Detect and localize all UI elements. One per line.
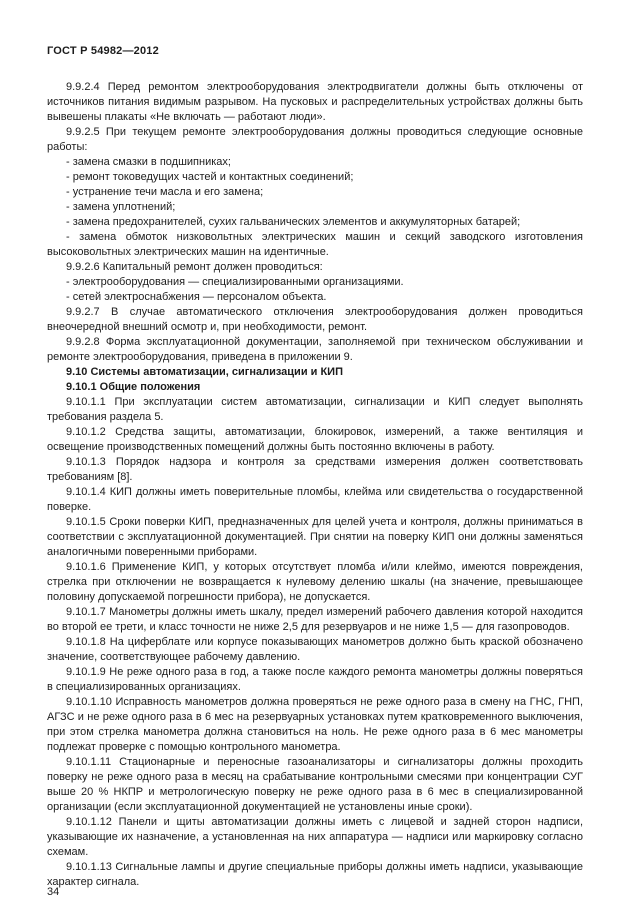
- paragraph: 9.10.1.5 Сроки поверки КИП, предназначенных для целей учета и контроля, должны приниматься в соответствии с эксплуатационной документацией. При снятии на поверку КИП они должны заменяться аналогичными поверенными приборами.: [47, 516, 583, 558]
- paragraph: 9.9.2.5 При текущем ремонте электрооборудования должны проводиться следующие основные работы:: [47, 126, 583, 153]
- section-heading: 9.10 Системы автоматизации, сигнализации и КИП: [66, 366, 343, 378]
- paragraph: 9.10.1.1 При эксплуатации систем автоматизации, сигнализации и КИП следует выполнять требования раздела 5.: [47, 396, 583, 423]
- paragraph: - электрооборудования — специализированными организациями.: [66, 276, 404, 288]
- paragraph: 9.10.1.9 Не реже одного раза в год, а также после каждого ремонта манометры должны поверяться в специализированных организациях.: [47, 666, 583, 693]
- paragraph: 9.9.2.4 Перед ремонтом электрооборудования электродвигатели должны быть отключены от источников питания видимым разрывом. На пусковых и распределительных устройствах должны быть вывешены плакаты «Не включать — работают люди».: [47, 81, 583, 123]
- paragraph: - устранение течи масла и его замена;: [66, 186, 264, 198]
- paragraph: 9.10.1.13 Сигнальные лампы и другие специальные приборы должны иметь надписи, указывающие характер сигнала.: [47, 861, 583, 888]
- paragraph: 9.10.1.11 Стационарные и переносные газоанализаторы и сигнализаторы должны проходить поверку не реже одного раза в месяц на срабатывание контрольными смесями при концентрации СУГ выше 20 % НКПР и метрологическую поверку не реже одного раза в 6 мес в специализированной организации (если эксплуатационной документацией не установлены иные сроки).: [47, 756, 583, 813]
- running-header: ГОСТ Р 54982—2012: [47, 45, 159, 57]
- paragraph: 9.10.1.2 Средства защиты, автоматизации, блокировок, измерений, а также вентиляция и освещение производственных помещений должны быть постоянно включены в работу.: [47, 426, 583, 453]
- paragraph: 9.10.1.6 Применение КИП, у которых отсутствует пломба и/или клеймо, имеются повреждения, стрелка при отключении не возвращается к нулевому делению шкалы (на значение, превышающее половину допускаемой погрешности прибора), не допускается.: [47, 561, 583, 603]
- document-body: [47, 80, 583, 890]
- paragraph: - ремонт токоведущих частей и контактных соединений;: [66, 171, 354, 183]
- paragraph: 9.9.2.8 Форма эксплуатационной документации, заполняемой при техническом обслуживании и ремонте электрооборудования, приведена в приложении 9.: [47, 336, 583, 363]
- paragraph: - сетей электроснабжения — персоналом объекта.: [66, 291, 327, 303]
- paragraph: - замена предохранителей, сухих гальванических элементов и аккумуляторных батарей;: [66, 216, 521, 228]
- paragraph: 9.10.1.3 Порядок надзора и контроля за средствами измерения должен соответствовать требованиям [8].: [47, 456, 583, 483]
- paragraph: - замена смазки в подшипниках;: [66, 156, 231, 168]
- paragraph: 9.10.1.12 Панели и щиты автоматизации должны иметь с лицевой и задней сторон надписи, указывающие их назначение, а установленная на них аппаратура — надписи или маркировку согласно схемам.: [47, 816, 583, 858]
- paragraph: 9.10.1.4 КИП должны иметь поверительные пломбы, клейма или свидетельства о государственной поверке.: [47, 486, 583, 513]
- paragraph: - замена обмоток низковольтных электрических машин и секций заводского изготовления высоковольтных электрических машин на идентичные.: [47, 231, 583, 258]
- section-heading: 9.10.1 Общие положения: [66, 381, 201, 393]
- paragraph: 9.9.2.6 Капитальный ремонт должен проводиться:: [66, 261, 323, 273]
- paragraph: - замена уплотнений;: [66, 201, 176, 213]
- page-number: 34: [47, 886, 60, 898]
- paragraph: 9.10.1.8 На циферблате или корпусе показывающих манометров должно быть краской обозначено значение, соответствующее рабочему давлению.: [47, 636, 583, 663]
- paragraph: 9.10.1.7 Манометры должны иметь шкалу, предел измерений рабочего давления которой находится во второй ее трети, и класс точности не ниже 2,5 для резервуаров и не ниже 1,5 — для газопроводов.: [47, 606, 583, 633]
- paragraph: 9.10.1.10 Исправность манометров должна проверяться не реже одного раза в смену на ГНС, ГНП, АГЗС и не реже одного раза в 6 мес на резервуарных установках путем кратковременного выключения, при этом стрелка манометра должна становиться на ноль. Не реже одного раза в 6 мес манометры подлежат проверке с помощью контрольного манометра.: [47, 696, 583, 753]
- paragraph: 9.9.2.7 В случае автоматического отключения электрооборудования должен проводиться внеочередной внешний осмотр и, при необходимости, ремонт.: [47, 306, 583, 333]
